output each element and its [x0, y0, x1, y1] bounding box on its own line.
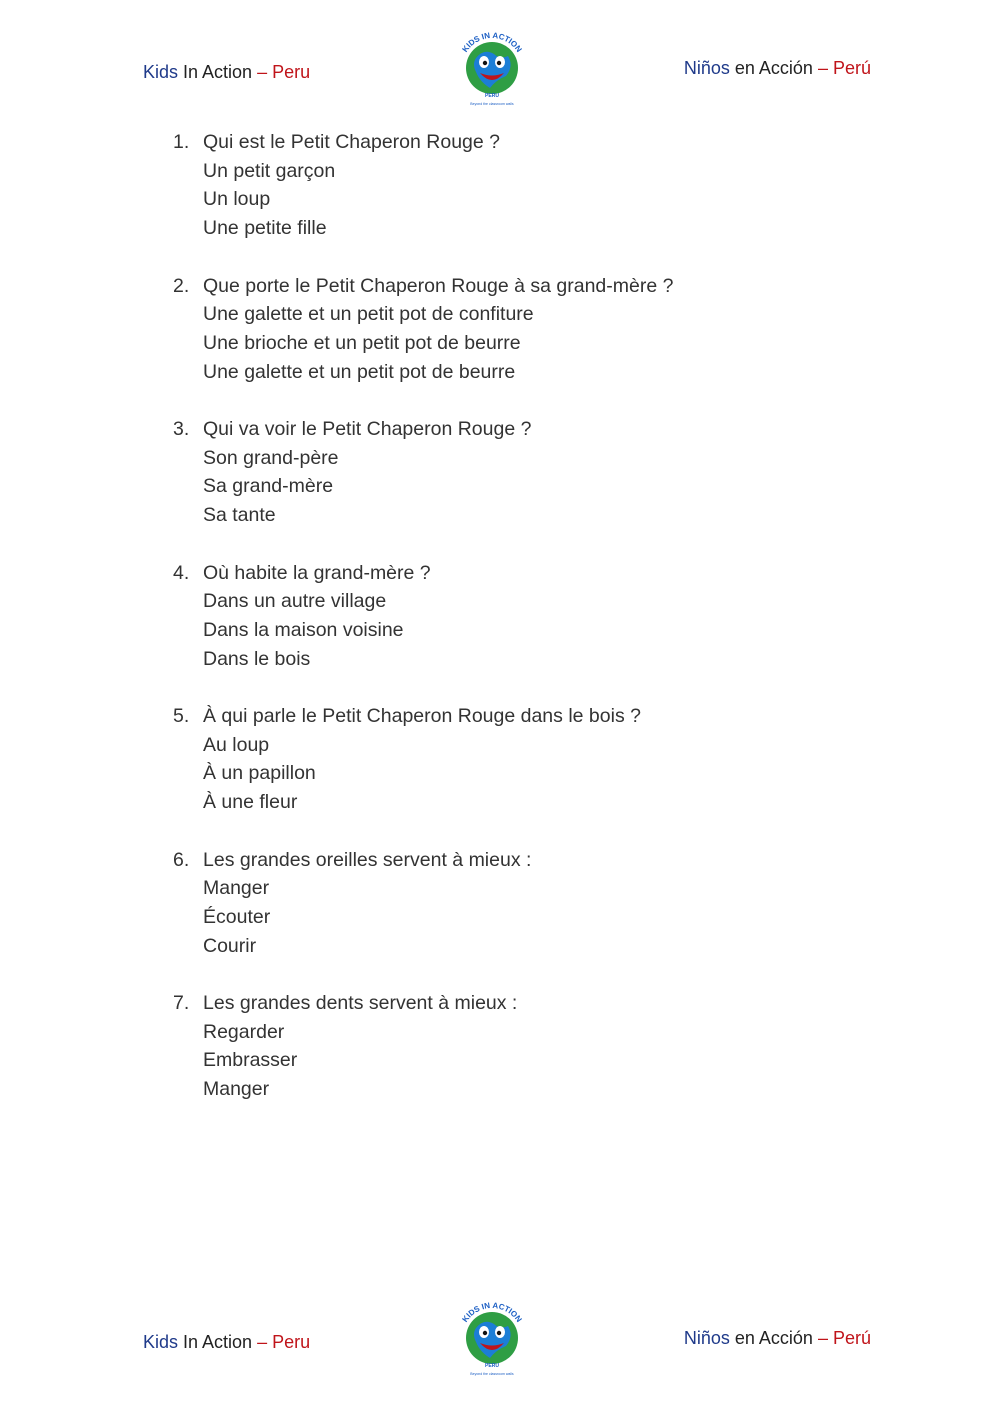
- header-brand-spanish: [684, 58, 871, 79]
- question-item: [173, 272, 813, 387]
- brand-kids: Kids: [143, 1332, 179, 1352]
- question-item: [173, 989, 813, 1104]
- answer-option: Au loup: [203, 733, 270, 756]
- brand-in-action: In Action: [178, 62, 253, 82]
- question-item: [173, 559, 813, 674]
- logo-middle-text: PERU: [485, 93, 499, 99]
- answer-option: À un papillon: [203, 762, 316, 785]
- brand-ninos: Niños: [683, 1328, 730, 1348]
- answer-option: Un petit garçon: [203, 159, 336, 182]
- question-line: [173, 702, 813, 731]
- answer-option: Dans un autre village: [203, 590, 387, 613]
- answer-option: Un loup: [203, 188, 271, 211]
- brand-ninos: Niños: [683, 58, 730, 78]
- question-line: [173, 559, 813, 588]
- page-footer: [0, 1288, 1000, 1388]
- question-number: 4.: [173, 561, 190, 584]
- question-number: 3.: [173, 418, 190, 440]
- answer-option: Courir: [203, 934, 257, 957]
- answer-option: Sa tante: [203, 504, 276, 527]
- logo-bottom-text: Beyond the classroom walls: [470, 102, 514, 106]
- quiz-questions-list: [173, 128, 813, 1133]
- answer-option: Embrasser: [203, 1049, 298, 1072]
- question-item: [173, 415, 813, 530]
- answer-option: Son grand-père: [203, 446, 339, 469]
- brand-en-accion: en Acción: [729, 1328, 813, 1348]
- answer-option: À une fleur: [203, 791, 298, 814]
- question-text: Où habite la grand-mère ?: [203, 561, 431, 584]
- question-line: [173, 846, 813, 875]
- answer-option: Dans la maison voisine: [203, 618, 404, 641]
- brand-pais: – Perú: [812, 1328, 871, 1348]
- question-text: Les grandes dents servent à mieux :: [203, 992, 518, 1014]
- brand-en-accion: en Acción: [729, 58, 813, 78]
- question-line: [173, 989, 813, 1018]
- question-number: 7.: [173, 992, 190, 1014]
- logo-top-text: KIDS IN ACTION: [460, 30, 524, 54]
- answer-option: Manger: [203, 1078, 270, 1101]
- question-item: [173, 702, 813, 817]
- question-number: 6.: [173, 848, 190, 871]
- question-number: 5.: [173, 705, 190, 727]
- question-line: [173, 272, 813, 301]
- kids-in-action-logo-icon: [446, 1288, 538, 1380]
- answer-option: Une brioche et un petit pot de beurre: [203, 331, 521, 354]
- footer-brand-english: [143, 1332, 310, 1353]
- question-number: 1.: [173, 131, 190, 153]
- answer-option: Une galette et un petit pot de beurre: [203, 360, 516, 383]
- answer-option: Sa grand-mère: [203, 475, 334, 498]
- brand-country: – Peru: [252, 1332, 311, 1352]
- question-line: [173, 415, 813, 444]
- answer-option: Une petite fille: [203, 217, 327, 240]
- question-text: Les grandes oreilles servent à mieux :: [203, 848, 532, 871]
- kids-in-action-logo-icon: [446, 18, 538, 110]
- answer-option: Écouter: [203, 905, 271, 928]
- answer-option: Une galette et un petit pot de confiture: [203, 303, 534, 326]
- question-item: [173, 846, 813, 961]
- logo-top-text: KIDS IN ACTION: [460, 1300, 524, 1324]
- question-text: Que porte le Petit Chaperon Rouge à sa grand-mère ?: [203, 274, 674, 297]
- brand-kids: Kids: [143, 62, 179, 82]
- question-item: [173, 128, 813, 243]
- question-text: Qui est le Petit Chaperon Rouge ?: [203, 131, 501, 153]
- footer-brand-spanish: [684, 1328, 871, 1349]
- header-brand-english: [143, 62, 310, 83]
- brand-pais: – Perú: [812, 58, 871, 78]
- answer-option: Dans le bois: [203, 647, 311, 670]
- answer-option: Regarder: [203, 1020, 285, 1043]
- question-text: Qui va voir le Petit Chaperon Rouge ?: [203, 418, 532, 440]
- answer-option: Manger: [203, 877, 270, 900]
- logo-middle-text: PERU: [485, 1363, 499, 1369]
- page-header: [0, 18, 1000, 118]
- logo-bottom-text: Beyond the classroom walls: [470, 1372, 514, 1376]
- question-line: [173, 128, 813, 157]
- question-number: 2.: [173, 274, 190, 297]
- question-text: À qui parle le Petit Chaperon Rouge dans le bois ?: [203, 705, 641, 727]
- brand-in-action: In Action: [178, 1332, 253, 1352]
- brand-country: – Peru: [252, 62, 311, 82]
